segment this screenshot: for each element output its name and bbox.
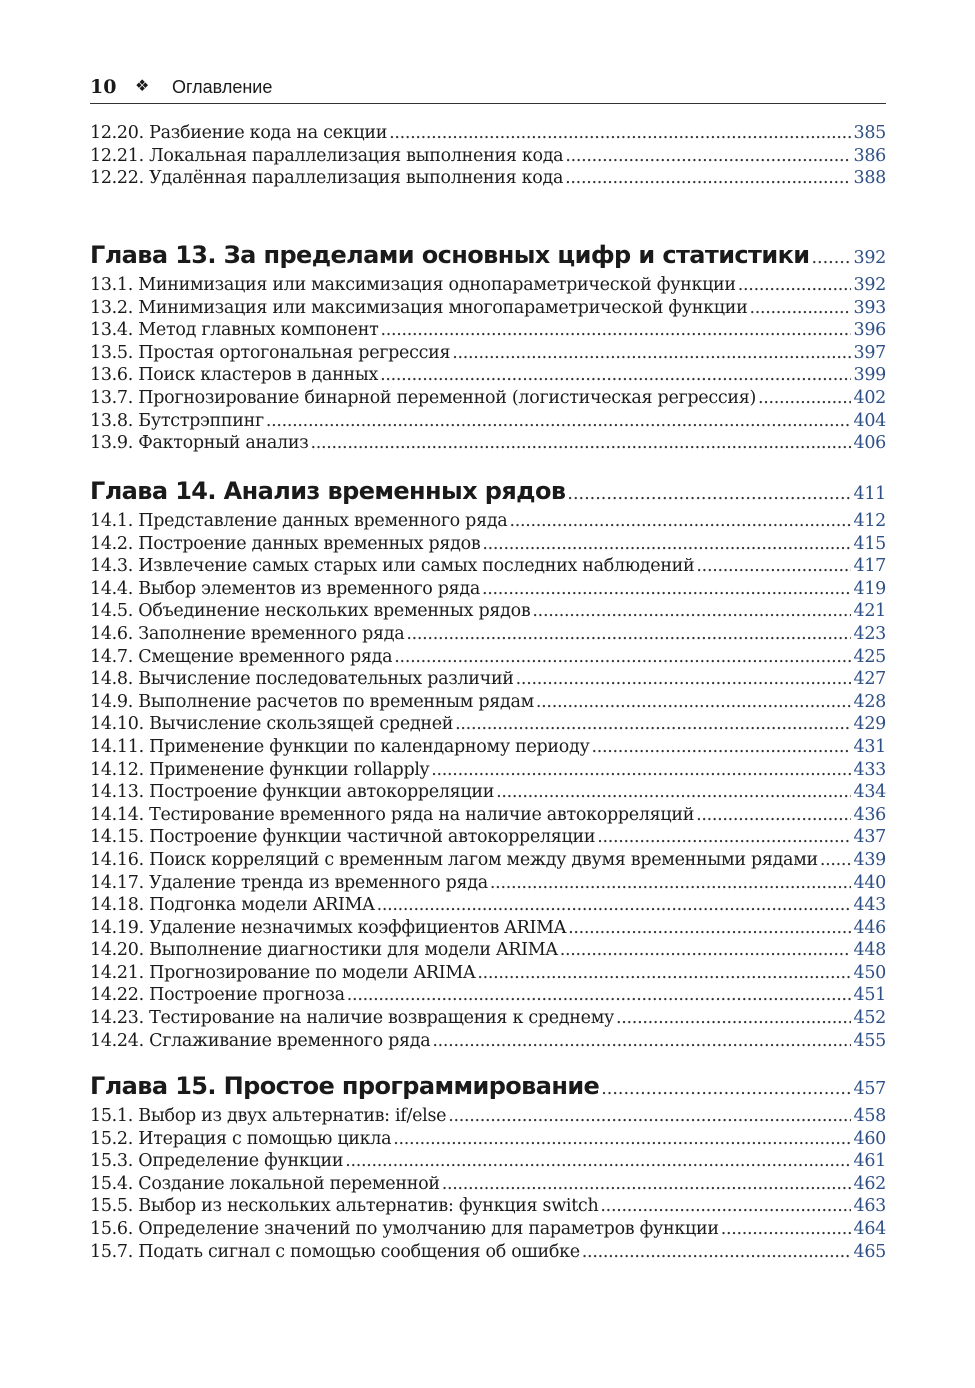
- leader-dots: [567, 475, 851, 513]
- entry-title: 13.2. Минимизация или максимизация многопараметрической функции: [90, 297, 748, 318]
- leader-dots: [560, 939, 852, 962]
- entry-title: 14.3. Извлечение самых старых или самых последних наблюдений: [90, 556, 695, 577]
- page-link[interactable]: 419: [853, 578, 886, 599]
- toc-entry[interactable]: [90, 510, 886, 533]
- leader-dots: [536, 691, 852, 714]
- page-link[interactable]: 428: [853, 691, 886, 712]
- entry-title: 13.1. Минимизация или максимизация однопараметрической функции: [90, 275, 736, 295]
- toc-entry[interactable]: [90, 342, 886, 365]
- toc-entry[interactable]: [90, 804, 886, 827]
- leader-dots: [490, 872, 852, 895]
- page-link[interactable]: 404: [853, 410, 886, 431]
- toc-section-ch15: [90, 1067, 886, 1263]
- entry-title: 12.22. Удалённая параллелизация выполнения кода: [90, 168, 564, 189]
- entry-title: 14.9. Выполнение расчетов по временным рядам: [90, 691, 534, 712]
- toc-entry[interactable]: [90, 1007, 886, 1030]
- entry-title: 14.8. Вычисление последовательных различий: [90, 669, 514, 690]
- page-link[interactable]: 412: [853, 511, 886, 531]
- page-link[interactable]: 452: [853, 1008, 886, 1029]
- page-link[interactable]: 437: [853, 827, 886, 848]
- leader-dots: [591, 736, 851, 759]
- leader-dots: [452, 342, 851, 365]
- entry-title: Глава 13. За пределами основных цифр и статистики: [90, 241, 810, 269]
- running-title: Оглавление: [172, 77, 273, 97]
- leader-dots: [377, 894, 852, 917]
- page-link[interactable]: 463: [853, 1196, 886, 1217]
- entry-title: 14.5. Объединение нескольких временных рядов: [90, 601, 531, 622]
- entry-title: 14.6. Заполнение временного ряда: [90, 623, 405, 644]
- leader-dots: [565, 145, 851, 168]
- leader-dots: [721, 1218, 852, 1241]
- page-link[interactable]: 385: [853, 123, 886, 143]
- page-header: [90, 74, 886, 102]
- toc-entry[interactable]: [90, 781, 886, 804]
- leader-dots: [393, 1128, 851, 1151]
- leader-dots: [442, 1173, 852, 1196]
- leader-dots: [509, 510, 851, 533]
- page-link[interactable]: 388: [853, 168, 886, 189]
- entry-title: 12.20. Разбиение кода на секции: [90, 123, 388, 143]
- header-rule: [90, 103, 886, 104]
- entry-title: Глава 14. Анализ временных рядов: [90, 477, 566, 505]
- page-link[interactable]: 406: [853, 433, 886, 454]
- toc-entry[interactable]: [90, 1241, 886, 1264]
- leader-dots: [568, 917, 851, 940]
- toc-entry[interactable]: [90, 432, 886, 455]
- page-link[interactable]: 421: [853, 601, 886, 622]
- entry-title: 13.6. Поиск кластеров в данных: [90, 365, 379, 386]
- toc-section-ch12-tail: [90, 122, 886, 190]
- toc-entry[interactable]: [90, 1218, 886, 1241]
- toc-entry[interactable]: [90, 691, 886, 714]
- entry-title: 14.18. Подгонка модели ARIMA: [90, 895, 375, 916]
- leader-dots: [738, 274, 852, 297]
- entry-title: 15.2. Итерация с помощью цикла: [90, 1128, 392, 1149]
- toc-entry[interactable]: [90, 319, 886, 342]
- toc-entry[interactable]: [90, 962, 886, 985]
- page-link[interactable]: 433: [853, 759, 886, 780]
- entry-title: 12.21. Локальная параллелизация выполнения кода: [90, 145, 564, 166]
- entry-title: 14.7. Смещение временного ряда: [90, 646, 393, 667]
- entry-title: 14.21. Прогнозирование по модели ARIMA: [90, 962, 476, 983]
- leader-dots: [266, 410, 852, 433]
- entry-title: 14.24. Сглаживание временного ряда: [90, 1030, 431, 1051]
- page-link[interactable]: 458: [853, 1106, 886, 1126]
- leader-dots: [696, 555, 851, 578]
- entry-title: 15.3. Определение функции: [90, 1151, 344, 1172]
- toc-entry[interactable]: [90, 555, 886, 578]
- leader-dots: [696, 804, 851, 827]
- chapter-heading[interactable]: [90, 1067, 886, 1105]
- toc-entry[interactable]: [90, 849, 886, 872]
- entry-title: 14.20. Выполнение диагностики для модели ARIMA: [90, 940, 558, 961]
- toc-section-ch14: [90, 472, 886, 1052]
- leader-dots: [482, 578, 851, 601]
- page-link[interactable]: 392: [853, 275, 886, 295]
- entry-title: 14.16. Поиск корреляций с временным лагом между двумя временными рядами: [90, 849, 818, 870]
- toc-entry[interactable]: [90, 578, 886, 601]
- entry-title: 13.5. Простая ортогональная регрессия: [90, 342, 451, 363]
- leader-dots: [389, 122, 851, 145]
- page-link[interactable]: 402: [853, 387, 886, 408]
- leader-dots: [310, 432, 851, 455]
- page-link[interactable]: 399: [853, 365, 886, 386]
- toc-entry[interactable]: [90, 623, 886, 646]
- entry-title: 15.5. Выбор из нескольких альтернатив: функция switch: [90, 1196, 599, 1217]
- leader-dots: [406, 623, 851, 646]
- leader-dots: [431, 759, 851, 782]
- leader-dots: [516, 668, 852, 691]
- entry-title: 15.4. Создание локальной переменной: [90, 1173, 440, 1194]
- entry-title: 14.10. Вычисление скользящей средней: [90, 714, 454, 735]
- entry-title: 15.1. Выбор из двух альтернатив: if/else: [90, 1106, 447, 1126]
- toc-entry[interactable]: [90, 297, 886, 320]
- page-link[interactable]: 465: [853, 1241, 886, 1262]
- page-link[interactable]: 396: [853, 320, 886, 341]
- page-number: 10: [90, 76, 117, 98]
- page-link[interactable]: 411: [853, 484, 886, 504]
- entry-title: 14.14. Тестирование временного ряда на наличие автокорреляций: [90, 804, 695, 825]
- leader-dots: [455, 713, 851, 736]
- toc-entry[interactable]: [90, 939, 886, 962]
- toc-entry[interactable]: [90, 364, 886, 387]
- page-link[interactable]: 415: [853, 533, 886, 554]
- page-link[interactable]: 439: [853, 849, 886, 870]
- leader-dots: [532, 600, 851, 623]
- page-link[interactable]: 397: [853, 342, 886, 363]
- entry-title: 14.22. Построение прогноза: [90, 985, 345, 1006]
- leader-dots: [432, 1030, 851, 1053]
- toc-entry[interactable]: [90, 668, 886, 691]
- entry-title: Глава 15. Простое программирование: [90, 1072, 600, 1100]
- toc-entry[interactable]: [90, 167, 886, 190]
- page-link[interactable]: 443: [853, 895, 886, 916]
- toc-entry[interactable]: [90, 533, 886, 556]
- entry-title: 14.1. Представление данных временного ряда: [90, 511, 508, 531]
- entry-title: 13.9. Факторный анализ: [90, 433, 309, 454]
- toc-entry[interactable]: [90, 1030, 886, 1053]
- toc-entry[interactable]: [90, 122, 886, 145]
- toc-entry[interactable]: [90, 872, 886, 895]
- page-link[interactable]: 429: [853, 714, 886, 735]
- page-link[interactable]: 417: [853, 556, 886, 577]
- toc-entry[interactable]: [90, 1195, 886, 1218]
- page-link[interactable]: 423: [853, 623, 886, 644]
- page-link[interactable]: 392: [853, 248, 886, 268]
- page-link[interactable]: 448: [853, 940, 886, 961]
- page-link[interactable]: 446: [853, 917, 886, 938]
- toc-entry[interactable]: [90, 713, 886, 736]
- leader-dots: [597, 826, 851, 849]
- entry-title: 14.23. Тестирование на наличие возвращения к среднему: [90, 1008, 615, 1029]
- leader-dots: [565, 167, 851, 190]
- page-link[interactable]: 425: [853, 646, 886, 667]
- leader-dots: [758, 387, 852, 410]
- page-link[interactable]: 460: [853, 1128, 886, 1149]
- page-link[interactable]: 386: [853, 145, 886, 166]
- toc-entry[interactable]: [90, 736, 886, 759]
- toc-entry[interactable]: [90, 274, 886, 297]
- leader-dots: [345, 1150, 851, 1173]
- toc-entry[interactable]: [90, 1128, 886, 1151]
- page-link[interactable]: 461: [853, 1151, 886, 1172]
- toc-entry[interactable]: [90, 600, 886, 623]
- leader-dots: [496, 781, 851, 804]
- toc-entry[interactable]: [90, 894, 886, 917]
- ornament-icon: ❖: [135, 76, 150, 95]
- entry-title: 13.4. Метод главных компонент: [90, 320, 379, 341]
- entry-title: 14.2. Построение данных временных рядов: [90, 533, 481, 554]
- page-link[interactable]: 455: [853, 1030, 886, 1051]
- chapter-heading[interactable]: [90, 472, 886, 510]
- entry-title: 15.7. Подать сигнал с помощью сообщения об ошибке: [90, 1241, 580, 1262]
- leader-dots: [482, 533, 851, 556]
- toc-entry[interactable]: [90, 984, 886, 1007]
- leader-dots: [811, 239, 851, 277]
- leader-dots: [601, 1070, 851, 1108]
- entry-title: 13.8. Бутстрэппинг: [90, 410, 264, 431]
- toc-section-ch13: [90, 236, 886, 455]
- page-link[interactable]: 440: [853, 872, 886, 893]
- page-link[interactable]: 431: [853, 736, 886, 757]
- toc-entry[interactable]: [90, 1105, 886, 1128]
- leader-dots: [347, 984, 852, 1007]
- page-link[interactable]: 464: [853, 1218, 886, 1239]
- toc-entry[interactable]: [90, 1150, 886, 1173]
- entry-title: 14.11. Применение функции по календарному периоду: [90, 736, 590, 757]
- leader-dots: [394, 646, 851, 669]
- entry-title: 14.4. Выбор элементов из временного ряда: [90, 578, 480, 599]
- page-link[interactable]: 457: [853, 1079, 886, 1099]
- chapter-heading[interactable]: [90, 236, 886, 274]
- page-link[interactable]: 450: [853, 962, 886, 983]
- entry-title: 14.17. Удаление тренда из временного ряда: [90, 872, 488, 893]
- entry-title: 15.6. Определение значений по умолчанию для параметров функции: [90, 1218, 719, 1239]
- leader-dots: [582, 1241, 852, 1264]
- toc-entry[interactable]: [90, 387, 886, 410]
- leader-dots: [477, 962, 851, 985]
- toc-entry[interactable]: [90, 917, 886, 940]
- toc-entry[interactable]: [90, 646, 886, 669]
- page-link[interactable]: 451: [853, 985, 886, 1006]
- toc-entry[interactable]: [90, 759, 886, 782]
- leader-dots: [616, 1007, 851, 1030]
- leader-dots: [749, 297, 851, 320]
- leader-dots: [380, 364, 851, 387]
- page-link[interactable]: 427: [853, 669, 886, 690]
- page-link[interactable]: 393: [853, 297, 886, 318]
- leader-dots: [448, 1105, 851, 1128]
- toc-entry[interactable]: [90, 410, 886, 433]
- page-link[interactable]: 436: [853, 804, 886, 825]
- page-link[interactable]: 434: [853, 782, 886, 803]
- entry-title: 14.19. Удаление незначимых коэффициентов ARIMA: [90, 917, 567, 938]
- leader-dots: [600, 1195, 851, 1218]
- toc-entry[interactable]: [90, 1173, 886, 1196]
- entry-title: 14.13. Построение функции автокорреляции: [90, 782, 495, 803]
- entry-title: 14.12. Применение функции rollapply: [90, 759, 430, 780]
- page-link[interactable]: 462: [853, 1173, 886, 1194]
- toc-entry[interactable]: [90, 145, 886, 168]
- leader-dots: [820, 849, 852, 872]
- toc-entry[interactable]: [90, 826, 886, 849]
- entry-title: 14.15. Построение функции частичной автокорреляции: [90, 827, 596, 848]
- leader-dots: [380, 319, 851, 342]
- entry-title: 13.7. Прогнозирование бинарной переменной (логистическая регрессия): [90, 387, 756, 408]
